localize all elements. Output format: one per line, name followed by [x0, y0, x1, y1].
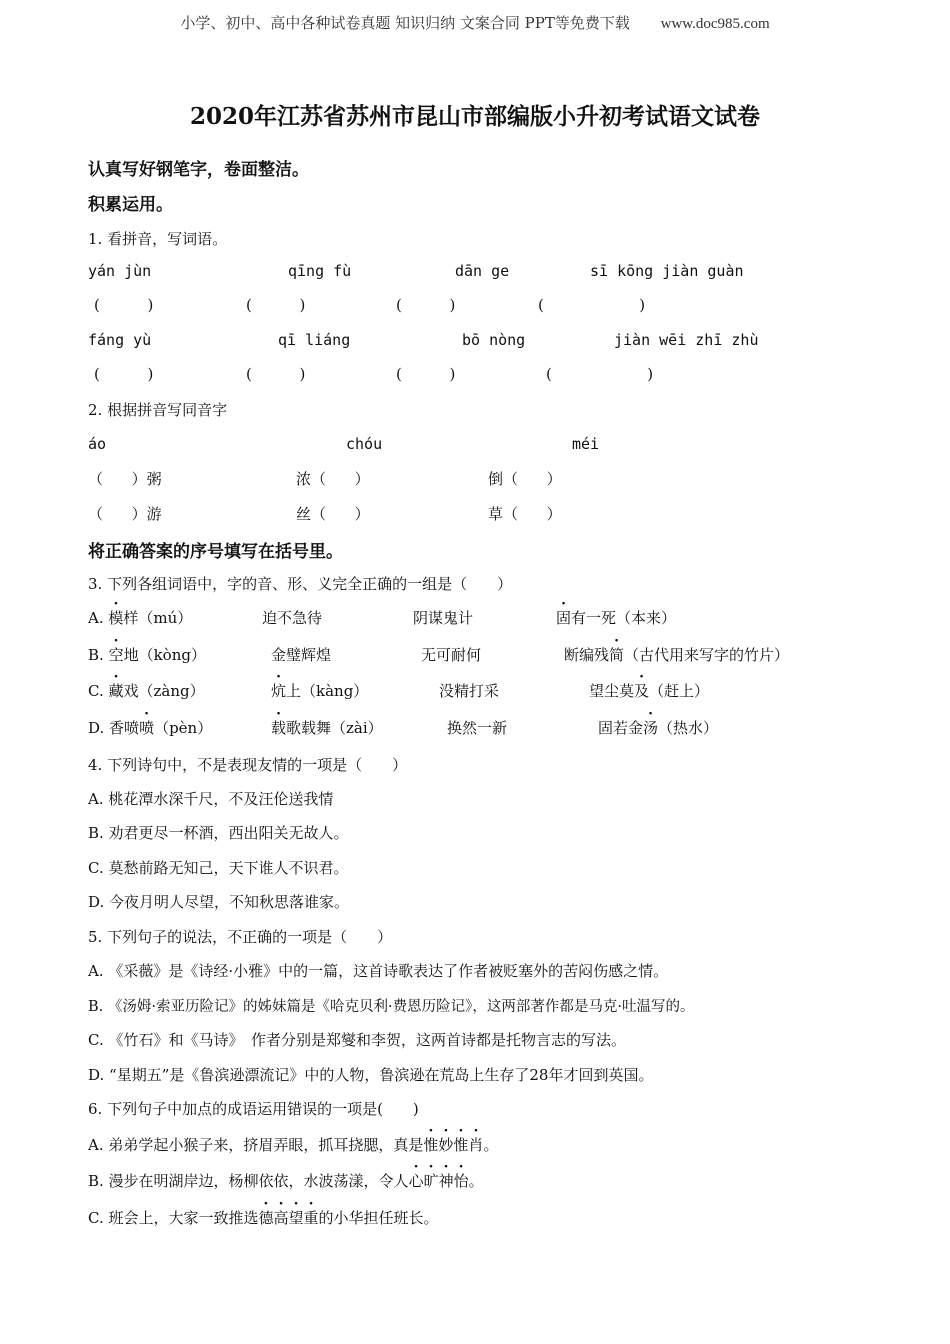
header-text: 小学、初中、高中各种试卷真题 知识归纳 文案合同 PPT等免费下载	[180, 14, 630, 32]
option-3b[interactable]: B. 空地（kòng）	[88, 646, 206, 664]
dotted-char: 喷	[139, 719, 155, 737]
answer-blank[interactable]: 浓（ ）	[296, 470, 370, 488]
option-5b[interactable]: B. 《汤姆·索亚历险记》的姊妹篇是《哈克贝利·费恩历险记》，这两部著作都是马克·吐温写的。	[88, 999, 695, 1015]
page-title: 2020年江苏省苏州市昆山市部编版小升初考试语文试卷	[189, 103, 760, 130]
answer-blank[interactable]: ( )	[538, 296, 646, 314]
answer-blank[interactable]: ( )	[396, 296, 456, 314]
option-label: A.	[88, 609, 104, 627]
question-5-stem: 5. 下列句子的说法，不正确的一项是（ ）	[88, 928, 393, 946]
pinyin-5: fáng yù	[88, 331, 152, 349]
pinyin-7: bō nòng	[462, 331, 526, 349]
option-4d[interactable]: D. 今夜月明人尽望，不知秋思落谁家。	[88, 893, 350, 911]
option-label: D.	[88, 719, 105, 737]
question-1-stem: 1. 看拼音，写词语。	[88, 230, 228, 248]
dotted-char: 重	[303, 1209, 319, 1227]
option-3c[interactable]: C. 藏戏（zàng）	[88, 682, 205, 700]
dotted-char: 惟	[423, 1136, 439, 1154]
option-5d[interactable]: D. “星期五”是《鲁滨逊漂流记》中的人物，鲁滨逊在荒岛上生存了28年才回到英国。	[88, 1066, 654, 1084]
question-3-stem: 3. 下列各组词语中，字的音、形、义完全正确的一组是（ ）	[88, 575, 513, 593]
site-header	[0, 12, 950, 33]
option-5a[interactable]: A. 《采薇》是《诗经·小雅》中的一篇，这首诗歌表达了作者被贬塞外的苦闷伤感之情。	[88, 962, 669, 980]
dotted-char: 心	[408, 1172, 424, 1190]
header-url-link[interactable]: www.doc985.com	[660, 16, 770, 32]
pinyin-6: qī liáng	[278, 331, 351, 349]
question-2-stem: 2. 根据拼音写同音字	[88, 401, 228, 419]
pinyin-3: dān ge	[455, 262, 510, 280]
question-6-stem: 6. 下列句子中加点的成语运用错误的一项是( )	[88, 1100, 419, 1118]
pinyin-mei: méi	[572, 435, 600, 453]
option-label: B.	[88, 646, 104, 664]
dotted-char: 德	[258, 1209, 274, 1227]
answer-blank[interactable]: ( )	[546, 365, 654, 383]
section-heading-handwriting: 认真写好钢笔字，卷面整洁。	[88, 160, 309, 180]
dotted-char: 藏	[108, 682, 124, 700]
option-6b[interactable]: B. 漫步在明湖岸边，杨柳依依，水波荡漾，令人心旷神怡。	[88, 1172, 484, 1190]
pinyin-4: sī kōng jiàn guàn	[590, 262, 744, 280]
option-3b-word3: 无可耐何	[421, 646, 482, 664]
option-3b-word4: 断编残简（古代用来写字的竹片）	[564, 646, 790, 664]
dotted-char: 炕	[271, 682, 287, 700]
question-4-stem: 4. 下列诗句中，不是表现友情的一项是（ ）	[88, 756, 408, 774]
option-3d[interactable]: D. 香喷喷（pèn）	[88, 719, 213, 737]
dotted-char: 肖	[468, 1136, 484, 1154]
dotted-char: 高	[273, 1209, 289, 1227]
option-4c[interactable]: C. 莫愁前路无知己，天下谁人不识君。	[88, 859, 349, 877]
dotted-char: 简	[609, 646, 625, 664]
dotted-char: 汤	[643, 719, 659, 737]
pinyin-ao: áo	[88, 435, 107, 453]
option-3c-word2: 炕上（kàng）	[271, 682, 369, 700]
option-5c[interactable]: C. 《竹石》和《马诗》 作者分别是郑燮和李贺，这两首诗都是托物言志的写法。	[88, 1031, 626, 1049]
option-3a-word2: 迫不急待	[262, 609, 323, 627]
option-3d-word2: 载歌载舞（zài）	[271, 719, 383, 737]
dotted-char: 旷	[423, 1172, 439, 1190]
option-3d-word4: 固若金汤（热水）	[598, 719, 719, 737]
option-3c-word3: 没精打采	[439, 682, 500, 700]
option-3a[interactable]: A. 模样（mú）	[88, 609, 193, 627]
dotted-char: 空	[108, 646, 124, 664]
answer-blank[interactable]: 丝（ ）	[296, 505, 370, 523]
option-3b-word2: 金璧辉煌	[271, 646, 332, 664]
answer-blank[interactable]: ( )	[396, 365, 456, 383]
option-3d-word3: 换然一新	[447, 719, 508, 737]
dotted-char: 惟	[453, 1136, 469, 1154]
pinyin-1: yán jùn	[88, 262, 152, 280]
dotted-char: 固	[556, 609, 572, 627]
dotted-char: 妙	[438, 1136, 454, 1154]
pinyin-chou: chóu	[346, 435, 383, 453]
dotted-char: 及	[634, 682, 650, 700]
option-3a-word4: 固有一死（本来）	[556, 609, 677, 627]
answer-blank[interactable]: （ ）游	[88, 505, 162, 523]
option-6c[interactable]: C. 班会上，大家一致推选德高望重的小华担任班长。	[88, 1209, 439, 1227]
option-label: C.	[88, 682, 104, 700]
answer-blank[interactable]: ( )	[94, 365, 154, 383]
dotted-char: 望	[288, 1209, 304, 1227]
section-heading-accumulate: 积累运用。	[88, 195, 173, 215]
answer-blank[interactable]: 倒（ ）	[488, 470, 562, 488]
answer-blank[interactable]: ( )	[94, 296, 154, 314]
option-3c-word4: 望尘莫及（赶上）	[589, 682, 710, 700]
answer-blank[interactable]: ( )	[246, 365, 306, 383]
answer-blank[interactable]: 草（ ）	[488, 505, 562, 523]
pinyin-2: qīng fù	[288, 262, 352, 280]
dotted-char: 载	[271, 719, 287, 737]
option-3a-word3: 阴谋鬼计	[413, 609, 474, 627]
option-6a[interactable]: A. 弟弟学起小猴子来，挤眉弄眼，抓耳挠腮，真是惟妙惟肖。	[88, 1136, 499, 1154]
pinyin-8: jiàn wēi zhī zhù	[614, 331, 759, 349]
answer-blank[interactable]: （ ）粥	[88, 470, 162, 488]
answer-blank[interactable]: ( )	[246, 296, 306, 314]
section-heading-choice: 将正确答案的序号填写在括号里。	[88, 542, 343, 562]
dotted-char: 模	[108, 609, 124, 627]
dotted-char: 神	[438, 1172, 454, 1190]
option-4a[interactable]: A. 桃花潭水深千尺，不及汪伦送我情	[88, 790, 334, 808]
option-4b[interactable]: B. 劝君更尽一杯酒，西出阳关无故人。	[88, 824, 349, 842]
dotted-char: 怡	[453, 1172, 469, 1190]
